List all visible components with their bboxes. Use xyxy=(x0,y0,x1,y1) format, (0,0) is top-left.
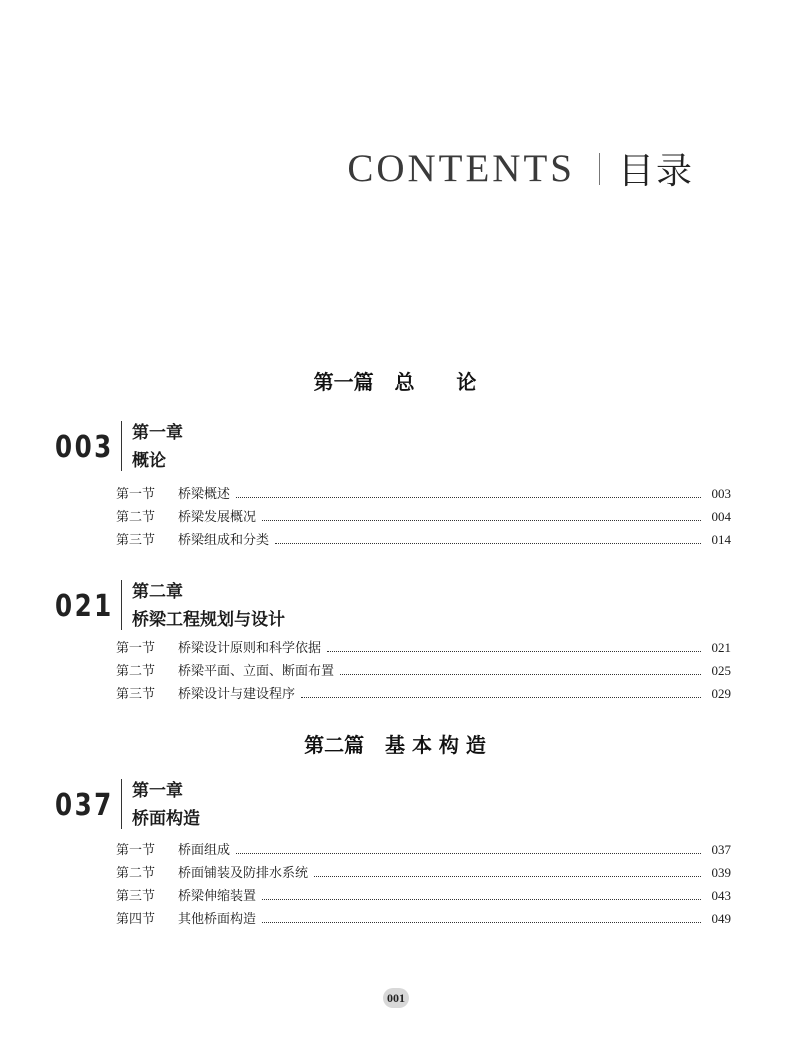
page-number-badge: 001 xyxy=(383,988,409,1008)
dot-leader xyxy=(340,673,701,675)
chapter-divider xyxy=(121,779,122,829)
section-page: 003 xyxy=(711,486,731,501)
toc-entry[interactable] xyxy=(116,908,731,931)
chapter-label: 第一章 xyxy=(132,423,183,443)
section-page: 021 xyxy=(711,640,731,655)
dot-leader xyxy=(262,921,701,923)
toc-entry[interactable] xyxy=(116,660,731,683)
section-number: 第二节 xyxy=(116,866,156,881)
part-heading-2: 第二篇 基 本 构 造 xyxy=(304,733,486,757)
chapter-page-number: 037 xyxy=(55,788,114,823)
contents-header xyxy=(347,143,694,194)
contents-title-en: CONTENTS xyxy=(347,147,575,190)
section-title: 桥梁设计与建设程序 xyxy=(178,687,296,702)
contents-title-cn: 目录 xyxy=(617,151,694,192)
section-number: 第一节 xyxy=(116,843,156,858)
section-page: 004 xyxy=(711,509,731,524)
toc-entry[interactable] xyxy=(116,637,731,660)
section-page: 014 xyxy=(711,532,731,547)
dot-leader xyxy=(262,519,701,521)
section-page: 025 xyxy=(711,663,731,678)
section-number: 第三节 xyxy=(116,889,156,904)
toc-entry[interactable] xyxy=(116,885,731,908)
chapter-label: 第一章 xyxy=(132,781,183,801)
section-page: 037 xyxy=(711,842,731,857)
section-number: 第三节 xyxy=(116,533,156,548)
section-list xyxy=(116,637,731,706)
section-title: 桥梁平面、立面、断面布置 xyxy=(178,664,335,679)
toc-entry[interactable] xyxy=(116,529,731,552)
part-heading-1: 第一篇 总 论 xyxy=(313,370,477,394)
section-title: 桥梁组成和分类 xyxy=(178,533,270,548)
toc-entry[interactable] xyxy=(116,683,731,706)
dot-leader xyxy=(275,542,701,544)
dot-leader xyxy=(301,696,701,698)
dot-leader xyxy=(236,852,701,854)
toc-entry[interactable] xyxy=(116,862,731,885)
section-title: 桥梁概述 xyxy=(178,487,231,502)
section-page: 049 xyxy=(711,911,731,926)
section-page: 029 xyxy=(711,686,731,701)
section-list xyxy=(116,839,731,931)
toc-entry[interactable] xyxy=(116,839,731,862)
chapter-page-number: 003 xyxy=(55,430,114,465)
chapter-label: 第二章 xyxy=(132,582,183,602)
section-title: 桥梁发展概况 xyxy=(178,510,257,525)
section-number: 第一节 xyxy=(116,641,156,656)
section-title: 其他桥面构造 xyxy=(178,912,257,927)
title-separator xyxy=(599,153,600,185)
chapter-divider xyxy=(121,421,122,471)
section-title: 桥面铺装及防排水系统 xyxy=(178,866,309,881)
chapter-title: 桥面构造 xyxy=(132,809,200,829)
dot-leader xyxy=(262,898,701,900)
toc-entry[interactable] xyxy=(116,506,731,529)
section-number: 第三节 xyxy=(116,687,156,702)
section-title: 桥梁设计原则和科学依据 xyxy=(178,641,322,656)
section-title: 桥梁伸缩装置 xyxy=(178,889,257,904)
chapter-divider xyxy=(121,580,122,630)
chapter-title: 桥梁工程规划与设计 xyxy=(132,610,285,630)
dot-leader xyxy=(314,875,701,877)
chapter-page-number: 021 xyxy=(55,589,114,624)
section-list xyxy=(116,483,731,552)
section-number: 第二节 xyxy=(116,510,156,525)
dot-leader xyxy=(327,650,701,652)
chapter-title: 概论 xyxy=(132,451,166,471)
section-number: 第二节 xyxy=(116,664,156,679)
section-page: 039 xyxy=(711,865,731,880)
toc-entry[interactable] xyxy=(116,483,731,506)
dot-leader xyxy=(236,496,701,498)
section-page: 043 xyxy=(711,888,731,903)
section-title: 桥面组成 xyxy=(178,843,231,858)
section-number: 第四节 xyxy=(116,912,156,927)
section-number: 第一节 xyxy=(116,487,156,502)
